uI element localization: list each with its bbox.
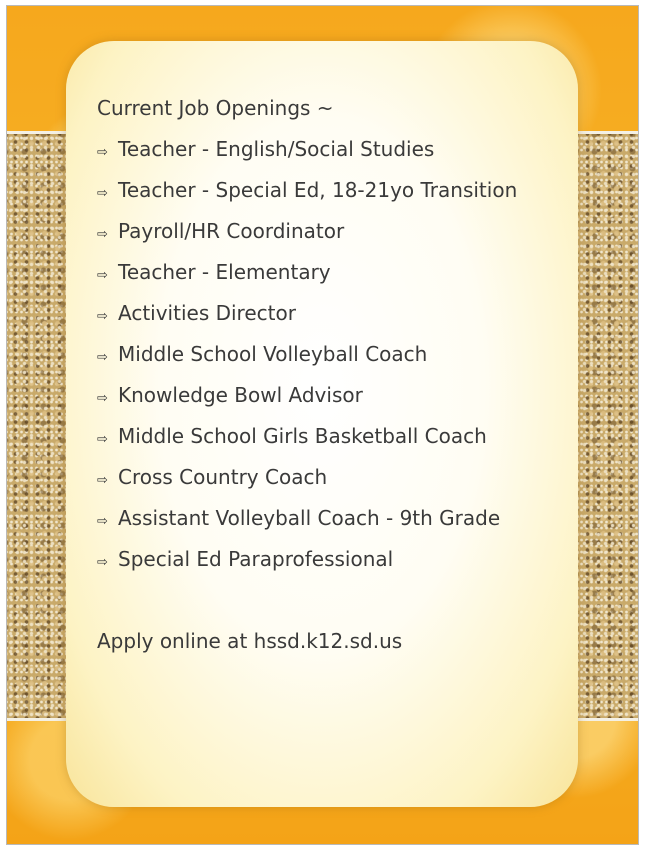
openings-heading: Current Job Openings ~	[97, 96, 334, 120]
arrow-bullet-icon: ⇨	[97, 391, 108, 406]
job-item	[97, 211, 567, 252]
job-title: Activities Director	[118, 301, 296, 325]
card-content	[97, 88, 567, 662]
job-item	[97, 457, 567, 498]
job-title: Middle School Girls Basketball Coach	[118, 424, 487, 448]
job-list	[97, 129, 567, 580]
job-item	[97, 416, 567, 457]
job-title: Middle School Volleyball Coach	[118, 342, 428, 366]
arrow-bullet-icon: ⇨	[97, 227, 108, 242]
arrow-bullet-icon: ⇨	[97, 514, 108, 529]
job-item	[97, 252, 567, 293]
job-title: Knowledge Bowl Advisor	[118, 383, 363, 407]
job-item	[97, 539, 567, 580]
job-title: Payroll/HR Coordinator	[118, 219, 345, 243]
job-title: Teacher - English/Social Studies	[118, 137, 435, 161]
job-title: Cross Country Coach	[118, 465, 328, 489]
arrow-bullet-icon: ⇨	[97, 268, 108, 283]
job-item	[97, 170, 567, 211]
job-item	[97, 293, 567, 334]
job-item	[97, 334, 567, 375]
job-item	[97, 375, 567, 416]
arrow-bullet-icon: ⇨	[97, 186, 108, 201]
apply-online-text: Apply online at hssd.k12.sd.us	[97, 629, 403, 653]
job-title: Assistant Volleyball Coach - 9th Grade	[118, 506, 501, 530]
job-title: Teacher - Elementary	[118, 260, 331, 284]
job-item	[97, 498, 567, 539]
arrow-bullet-icon: ⇨	[97, 432, 108, 447]
job-item	[97, 129, 567, 170]
arrow-bullet-icon: ⇨	[97, 473, 108, 488]
arrow-bullet-icon: ⇨	[97, 145, 108, 160]
flyer-frame	[6, 5, 639, 845]
job-title: Teacher - Special Ed, 18-21yo Transition	[118, 178, 518, 202]
job-title: Special Ed Paraprofessional	[118, 547, 394, 571]
arrow-bullet-icon: ⇨	[97, 555, 108, 570]
arrow-bullet-icon: ⇨	[97, 350, 108, 365]
arrow-bullet-icon: ⇨	[97, 309, 108, 324]
